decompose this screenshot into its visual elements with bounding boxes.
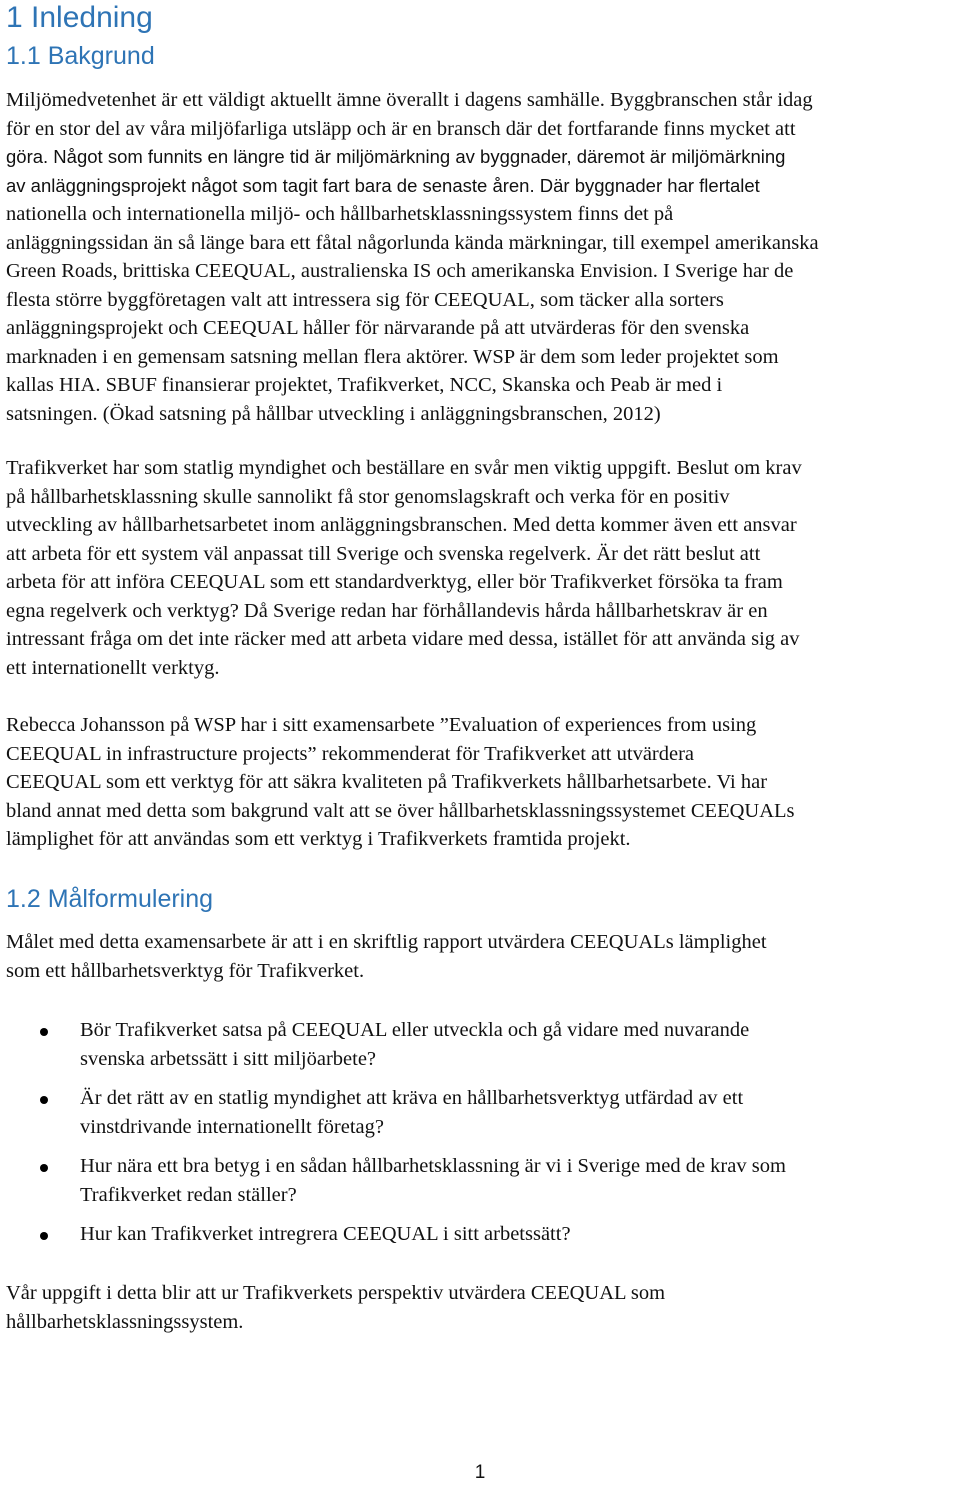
text-line: att arbeta för ett system väl anpassat till Sverige och svenska regelverk. Är det rätt beslut att [6,542,761,565]
text-line: av anläggningsprojekt något som tagit fart bara de senaste åren. Där byggnader har flertalet [6,174,760,196]
text-line: satsningen. (Ökad satsning på hållbar utveckling i anläggningsbranschen, 2012) [6,402,661,425]
bullet-icon [40,1164,48,1172]
text-line: Trafikverket redan ställer? [80,1184,297,1206]
text-line: svenska arbetssätt i sitt miljöarbete? [80,1048,377,1070]
text-line: CEEQUAL som ett verktyg för att säkra kvaliteten på Trafikverkets hållbarhetsarbete. Vi har [6,771,768,793]
list-item [0,1084,960,1142]
paragraph-uppgift [6,1279,956,1336]
list-item [0,1152,960,1210]
text-line: flesta större byggföretagen valt att intressera sig för CEEQUAL, som täcker alla sorters [6,288,724,311]
text-line: som ett hållbarhetsverktyg för Trafikverket. [6,959,365,982]
text-line: på hållbarhetsklassning skulle sannolikt få stor genomslagskraft och verka för en positiv [6,485,730,508]
paragraph-bakgrund-3 [6,711,956,854]
paragraph-malformulering [6,928,956,985]
bullet-icon [40,1028,48,1036]
text-line: Hur nära ett bra betyg i en sådan hållbarhetsklassning är vi i Sverige med de krav som [80,1155,786,1177]
text-line: nationella och internationella miljö- och hållbarhetsklassningssystem finns det på [6,203,674,225]
paragraph-bakgrund-1 [6,86,956,428]
heading-bakgrund: 1.1 Bakgrund [6,42,155,70]
text-line: hållbarhetsklassningssystem. [6,1310,244,1333]
text-line: göra. Något som funnits en längre tid är miljömärkning av byggnader, däremot är miljömärkning [6,146,786,167]
paragraph-bakgrund-2 [6,454,956,682]
text-line: för en stor del av våra miljöfarliga utsläpp och är en bransch där det fortfarande finns mycket att [6,117,796,140]
text-line: Bör Trafikverket satsa på CEEQUAL eller utveckla och gå vidare med nuvarande [80,1019,750,1041]
list-item [0,1016,960,1074]
text-line: Miljömedvetenhet är ett väldigt aktuellt ämne överallt i dagens samhälle. Byggbranschen står idag [6,89,813,111]
text-line: marknaden i en gemensam satsning mellan flera aktörer. WSP är dem som leder projektet som [6,345,779,368]
text-line: egna regelverk och verktyg? Då Sverige redan har förhållandevis hårda hållbarhetskrav är en [6,599,768,622]
text-line: bland annat med detta som bakgrund valt att se över hållbarhetsklassningssystemet CEEQUALs [6,799,795,822]
text-line: anläggningssidan än så länge bara ett fåtal någorlunda kända märkningar, till exempel amerikanska [6,231,819,254]
page-number: 1 [474,1462,486,1483]
text-line: Vår uppgift i detta blir att ur Trafikverkets perspektiv utvärdera CEEQUAL som [6,1282,666,1304]
text-line: kallas HIA. SBUF finansierar projektet, Trafikverket, NCC, Skanska och Peab är med i [6,374,723,396]
text-line: utveckling av hållbarhetsarbetet inom anläggningsbranschen. Med detta kommer även ett ansvar [6,514,797,536]
text-line: vinstdrivande internationellt företag? [80,1116,384,1138]
text-line: Green Roads, brittiska CEEQUAL, australienska IS och amerikanska Envision. I Sverige har de [6,260,794,282]
text-line: lämplighet för att användas som ett verktyg i Trafikverkets framtida projekt. [6,828,631,850]
text-line: Hur kan Trafikverket intregrera CEEQUAL i sitt arbetssätt? [80,1223,571,1245]
text-line: arbeta för att införa CEEQUAL som ett standardverktyg, eller bör Trafikverket försöka ta fram [6,571,783,593]
question-list [0,1016,960,1259]
list-item [0,1220,960,1249]
bullet-icon [40,1232,48,1240]
text-line: Trafikverket har som statlig myndighet och beställare en svår men viktig uppgift. Beslut om krav [6,457,802,479]
text-line: CEEQUAL in infrastructure projects” rekommenderat för Trafikverket att utvärdera [6,742,695,765]
text-line: Rebecca Johansson på WSP har i sitt examensarbete ”Evaluation of experiences from using [6,714,757,736]
heading-inledning: 1 Inledning [6,1,153,34]
text-line: Är det rätt av en statlig myndighet att kräva en hållbarhetsverktyg utfärdad av ett [80,1087,744,1109]
text-line: ett internationellt verktyg. [6,656,220,679]
text-line: intressant fråga om det inte räcker med att arbeta vidare med dessa, istället för att använda sig av [6,628,800,650]
text-line: anläggningsprojekt och CEEQUAL håller för närvarande på att utvärderas för den svenska [6,317,750,339]
heading-malformulering: 1.2 Målformulering [6,885,214,913]
bullet-icon [40,1096,48,1104]
text-line: Målet med detta examensarbete är att i en skriftlig rapport utvärdera CEEQUALs lämplighet [6,931,767,953]
